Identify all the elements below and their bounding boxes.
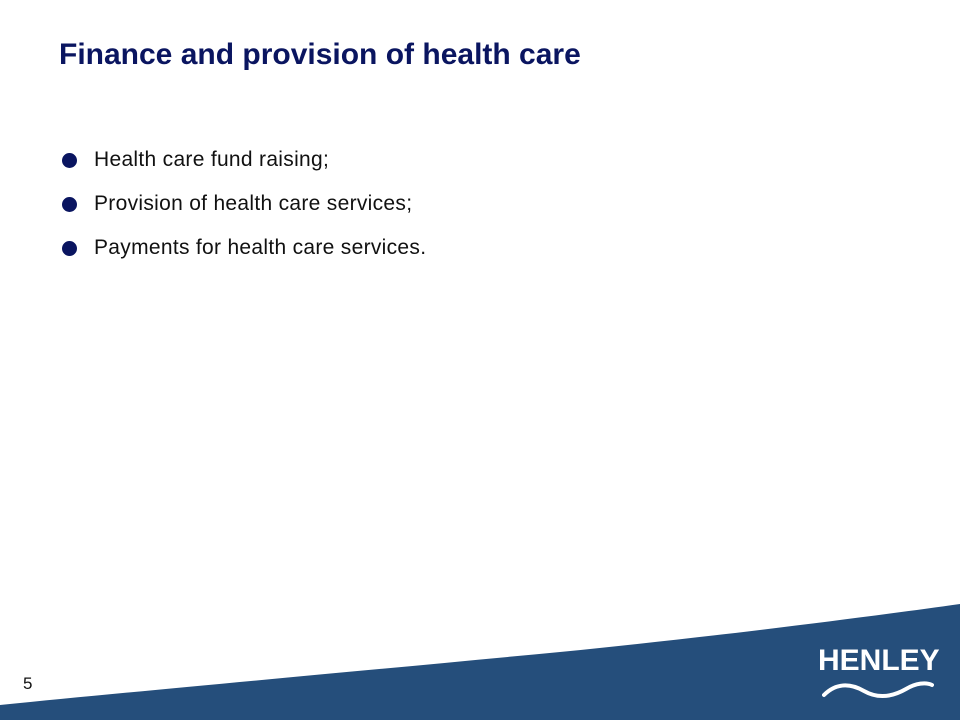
page-number: 5	[23, 674, 33, 693]
bullet-text: Health care fund raising;	[94, 148, 330, 171]
bullet-text: Provision of health care services;	[94, 192, 413, 215]
logo-text: HENLEY	[818, 644, 940, 677]
henley-logo	[818, 643, 940, 703]
slide-title: Finance and provision of health care	[59, 38, 581, 71]
bullet-text: Payments for health care services.	[94, 236, 427, 259]
wave-icon	[822, 679, 934, 699]
footer-band-shape	[0, 604, 960, 720]
